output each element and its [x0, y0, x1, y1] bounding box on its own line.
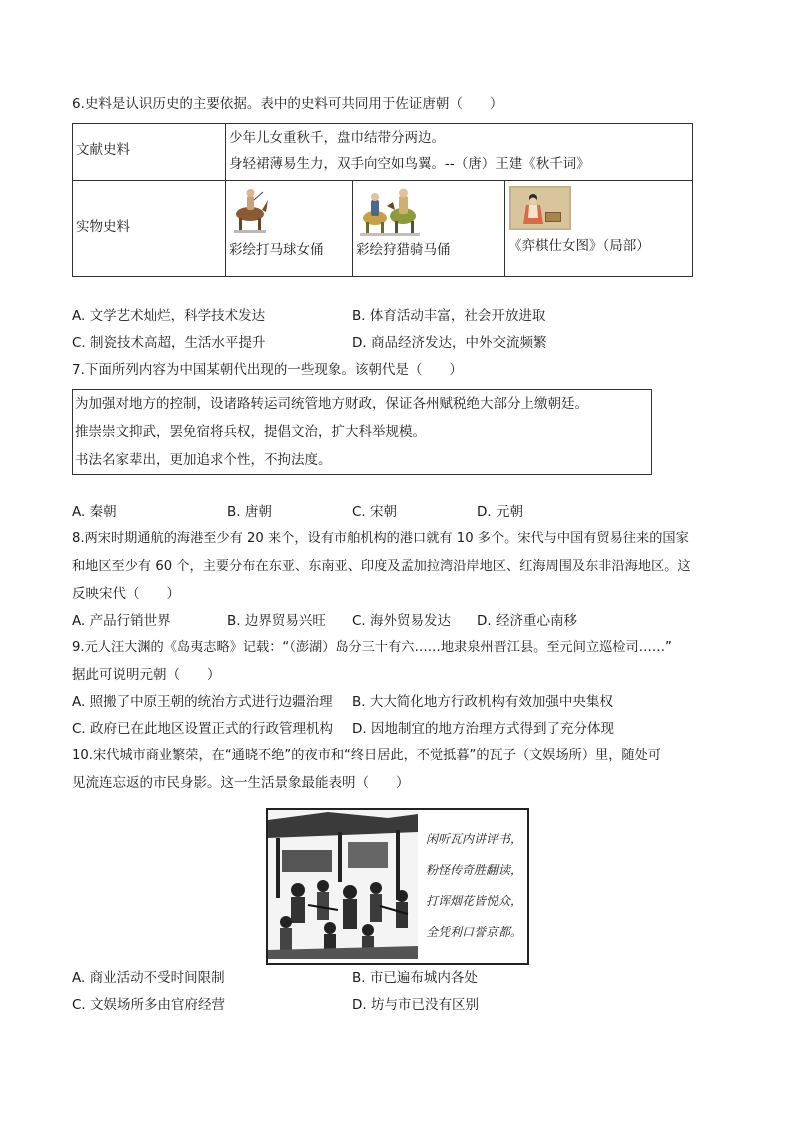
poem-line-2: 粉怪传奇胜翻读，: [426, 863, 523, 877]
q6-row1-line1: 少年儿女重秋千，盘巾结带分两边。: [229, 130, 445, 146]
poem-line-4: 全凭利口誉京都。: [426, 925, 523, 939]
q9-line-1: 9.元人汪大渊的《岛夷志略》记载：“（澎湖）岛分三十有六……地隶泉州晋江县。至元间立巡检司……”: [72, 640, 672, 655]
q6-row1-label-cell: [73, 124, 226, 181]
q6-row1-content: [226, 124, 693, 181]
q10-line-2: 见流连忘返的市民身影。这一生活景象最能表明（ ）: [72, 775, 410, 791]
q9-line-2: 据此可说明元朝（ ）: [72, 667, 221, 683]
q7-statement-box: [72, 389, 652, 475]
q6-row2-label-cell: [73, 181, 226, 277]
q6-artifact-1-cell: [226, 181, 353, 277]
q7-stem: 7.下面所列内容为中国某朝代出现的一些现象。该朝代是（ ）: [72, 362, 463, 378]
q7-option-d[interactable]: D. 元朝: [477, 504, 523, 520]
wazi-poem: [426, 824, 522, 948]
q6-artifact-2-caption: 彩绘狩猎骑马俑: [356, 242, 451, 258]
q7-statement-3: 书法名家辈出，更加追求个性，不拘法度。: [75, 452, 332, 468]
q8-option-a[interactable]: A. 产品行销世界: [72, 613, 171, 629]
q9-option-c[interactable]: C. 政府已在此地区设置正式的行政管理机构: [72, 721, 334, 737]
q6-option-d[interactable]: D. 商品经济发达，中外交流频繁: [352, 335, 547, 351]
q9-option-b[interactable]: B. 大大简化地方行政机构有效加强中央集权: [352, 694, 613, 710]
q6-row2-label: 实物史料: [76, 219, 130, 235]
q7-statement-2: 推崇崇文抑武，罢免宿将兵权，提倡文治，扩大科举规模。: [75, 424, 426, 440]
q8-option-d[interactable]: D. 经济重心南移: [477, 613, 577, 629]
weiqi-lady-painting-image: [509, 186, 571, 230]
hunting-riders-figurine-image: [357, 186, 423, 238]
q7-option-a[interactable]: A. 秦朝: [72, 504, 117, 520]
q8-option-b[interactable]: B. 边界贸易兴旺: [227, 613, 326, 629]
q6-option-a[interactable]: A. 文学艺术灿烂，科学技术发达: [72, 308, 266, 324]
q6-row1-label: 文献史料: [76, 142, 130, 158]
q7-option-c[interactable]: C. 宋朝: [352, 504, 398, 520]
q9-option-d[interactable]: D. 因地制宜的地方治理方式得到了充分体现: [352, 721, 614, 737]
q10-option-d[interactable]: D. 坊与市已没有区别: [352, 997, 479, 1013]
q6-source-table: [72, 123, 693, 277]
q10-line-1: 10.宋代城市商业繁荣，在“通晓不绝”的夜市和“终日居此，不觉抵暮”的瓦子（文娱场所）里，随处可: [72, 748, 661, 763]
q6-artifact-3-caption: 《弈棋仕女图》（局部）: [508, 238, 650, 254]
q10-option-a[interactable]: A. 商业活动不受时间限制: [72, 970, 225, 986]
q6-option-c[interactable]: C. 制瓷技术高超，生活水平提升: [72, 335, 266, 351]
poem-line-3: 打诨烟花皆悦众，: [426, 894, 523, 908]
q6-stem: 6.史料是认识历史的主要依据。表中的史料可共同用于佐证唐朝（ ）: [72, 96, 504, 112]
polo-rider-figurine-image: [230, 186, 270, 234]
q8-line-2: 和地区至少有 60 个，主要分布在东亚、东南亚、印度及孟加拉湾沿岸地区、红海周围及东非沿海地区。这: [72, 559, 691, 574]
q9-option-a[interactable]: A. 照搬了中原王朝的统治方式进行边疆治理: [72, 694, 333, 710]
q6-row1-line2: 身轻裙薄易生力，双手向空如鸟翼。--（唐）王建《秋千词》: [229, 156, 590, 172]
wazi-crowd-woodcut-image: [268, 810, 418, 959]
q7-option-b[interactable]: B. 唐朝: [227, 504, 272, 520]
q8-line-1: 8.两宋时期通航的海港至少有 20 来个，设有市舶机构的港口就有 10 多个。宋代与中国有贸易往来的国家: [72, 531, 689, 546]
q8-option-c[interactable]: C. 海外贸易发达: [352, 613, 452, 629]
wazi-illustration: [266, 808, 529, 965]
poem-line-1: 闲听瓦内讲评书，: [426, 832, 523, 846]
q10-option-b[interactable]: B. 市已遍布城内各处: [352, 970, 478, 986]
q6-artifact-3-cell: [505, 181, 693, 277]
q6-artifact-2-cell: [353, 181, 505, 277]
q6-artifact-1-caption: 彩绘打马球女俑: [229, 242, 324, 258]
q8-line-3: 反映宋代（ ）: [72, 586, 180, 602]
q10-option-c[interactable]: C. 文娱场所多由官府经营: [72, 997, 226, 1013]
q6-option-b[interactable]: B. 体育活动丰富，社会开放进取: [352, 308, 546, 324]
q7-statement-1: 为加强对地方的控制，设诸路转运司统管地方财政，保证各州赋税绝大部分上缴朝廷。: [75, 396, 588, 412]
